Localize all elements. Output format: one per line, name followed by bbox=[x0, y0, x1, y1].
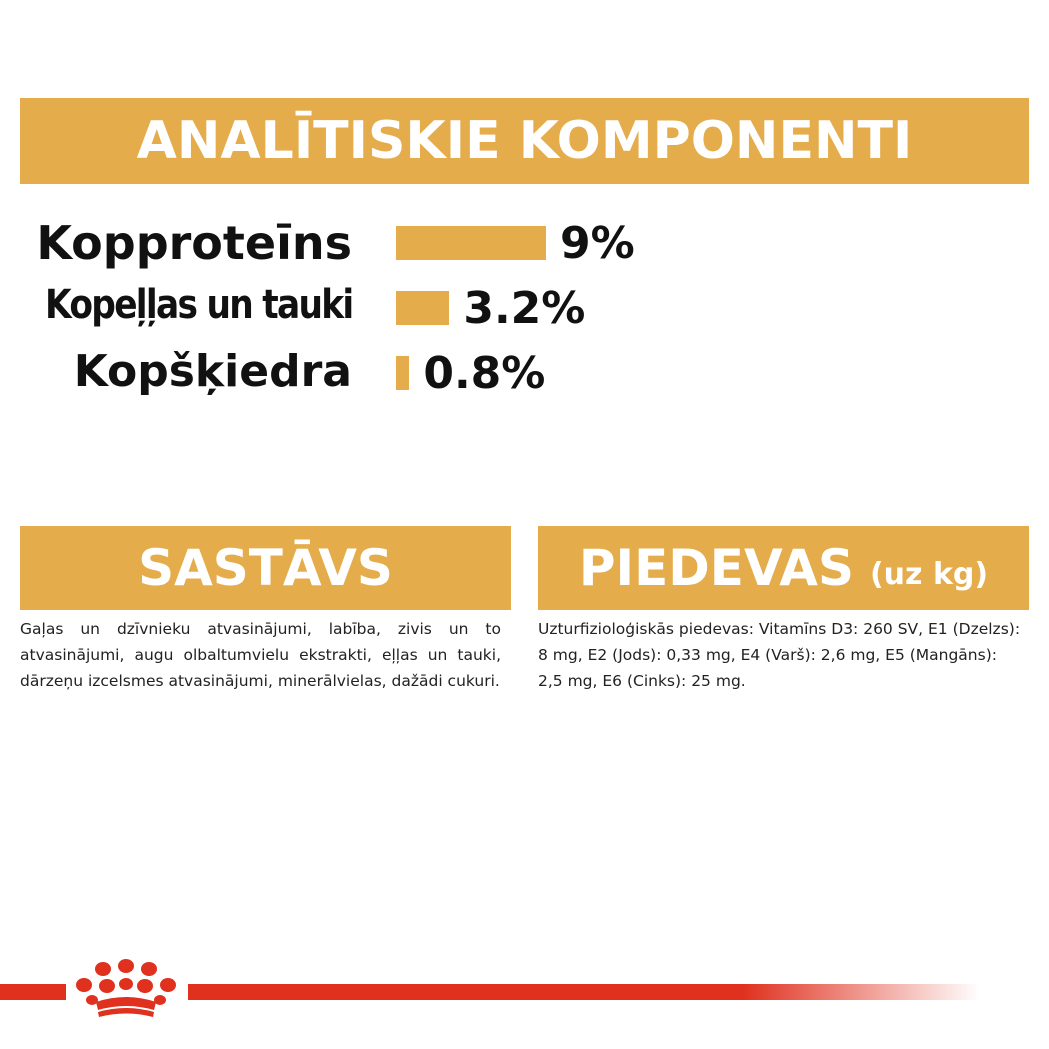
footer-line-right bbox=[188, 984, 980, 1000]
nutrient-bar bbox=[396, 356, 409, 390]
nutrient-bar bbox=[396, 291, 449, 325]
additives-subtitle: (uz kg) bbox=[869, 556, 989, 592]
nutrient-value-label: 9% bbox=[560, 218, 635, 269]
composition-title: SASTĀVS bbox=[138, 539, 393, 597]
additives-text: Uzturfizioloģiskās piedevas: Vitamīns D3: 260 SV, E1 (Dzelzs): 8 mg, E2 (Jods): 0,33 mg, E4 (Varš): 2,6 mg, E5 (Mangāns): 2,5 mg, E6 (Cinks): 25 mg. bbox=[538, 620, 1021, 690]
footer-line-left bbox=[0, 984, 66, 1000]
royal-canin-crown-icon bbox=[70, 958, 182, 1020]
nutrient-bar bbox=[396, 226, 546, 260]
analytics-title: ANALĪTISKIE KOMPONENTI bbox=[136, 111, 913, 171]
nutrient-value-label: 0.8% bbox=[423, 348, 546, 399]
additives-title: PIEDEVAS bbox=[578, 539, 854, 597]
nutrient-label: Kopeļļas un tauki bbox=[44, 282, 352, 328]
additives-banner bbox=[538, 526, 1029, 610]
composition-text: Gaļas un dzīvnieku atvasinājumi, labība, zivis un to atvasinājumi, augu olbaltumvielu ekstrakti, eļļas un tauki, dārzeņu izcelsmes atvasinājumi, minerālvielas, dažādi cukuri. bbox=[20, 620, 501, 690]
composition-banner bbox=[20, 526, 511, 610]
nutrient-label: Kopšķiedra bbox=[73, 346, 352, 397]
nutrient-label: Kopproteīns bbox=[36, 216, 352, 270]
nutrient-value-label: 3.2% bbox=[463, 283, 586, 334]
analytics-banner bbox=[20, 98, 1029, 184]
